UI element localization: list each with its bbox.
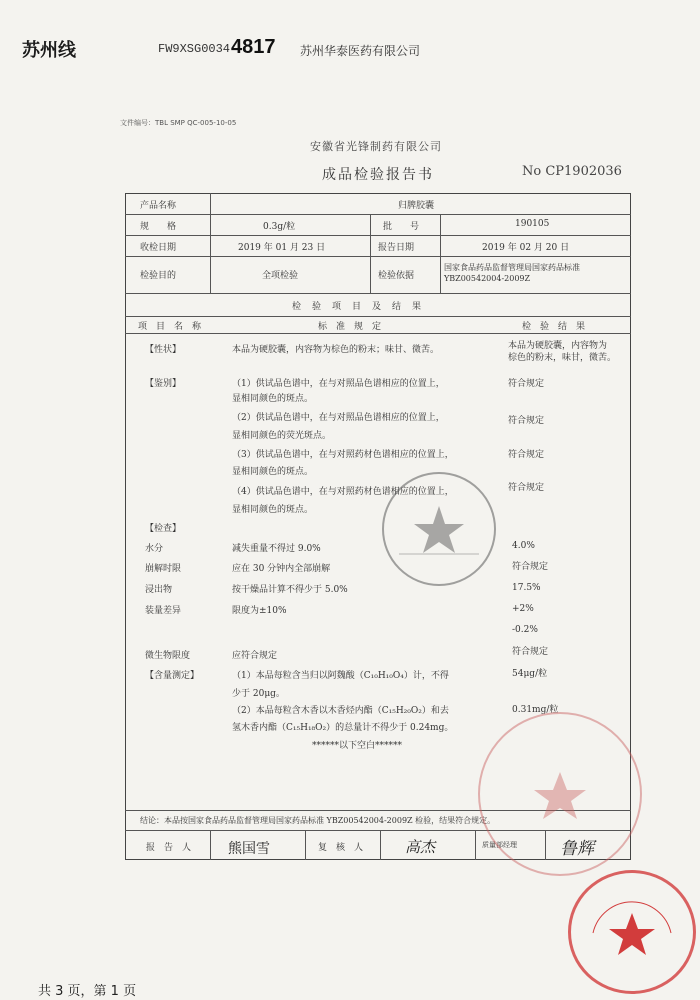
report-title: 成品检验报告书 <box>322 167 434 183</box>
stamp-star-icon <box>571 873 693 991</box>
purpose-label: 检验目的 <box>140 271 177 281</box>
header-line-name: 苏州线 <box>22 40 76 61</box>
page-header <box>0 0 700 80</box>
water-standard: 减失重量不得过 9.0% <box>232 544 321 554</box>
report-number: No CP1902036 <box>522 164 622 179</box>
assay-1: （1）本品每粒含当归以阿魏酸（C₁₀H₁₀O₄）计，不得 <box>232 671 449 681</box>
spec-label: 规 格 <box>140 222 177 232</box>
receive-date-label: 收检日期 <box>140 243 177 253</box>
assay-2-result: 0.31mg/粒 <box>512 705 559 715</box>
branch-stamp <box>478 712 642 876</box>
product-label: 产品名称 <box>140 201 177 211</box>
column-item: 项 目 名 称 <box>138 322 202 332</box>
assay-label: 【含量测定】 <box>145 671 200 681</box>
table-divider <box>305 830 306 860</box>
assay-2: 氢木香内酯（C₁₅H₁₈O₂）的总量计不得少于 0.24mg。 <box>232 723 454 733</box>
ident-3: （3）供试品色谱中，在与对照药材色谱相应的位置上， <box>232 450 454 460</box>
column-result: 检 验 结 果 <box>522 322 586 332</box>
stamp-star-icon <box>480 714 640 874</box>
ident-label: 【鉴别】 <box>145 379 182 389</box>
basis-label: 检验依据 <box>378 271 415 281</box>
gray-quality-stamp <box>382 472 496 586</box>
table-rule <box>125 235 631 236</box>
extract-standard: 按干燥品计算不得少于 5.0% <box>232 585 348 595</box>
purpose-value: 全项检验 <box>262 271 299 281</box>
header-company: 苏州华泰医药有限公司 <box>300 44 421 58</box>
table-rule <box>125 293 631 294</box>
red-company-stamp <box>568 870 696 994</box>
weight-standard: 限度为±10% <box>232 606 287 616</box>
check-label: 【检查】 <box>145 524 182 534</box>
batch-label: 批 号 <box>383 222 420 232</box>
receive-date-value: 2019 年 01 月 23 日 <box>238 243 326 253</box>
traits-label: 【性状】 <box>145 345 182 355</box>
table-rule <box>125 316 631 317</box>
ident-1-result: 符合规定 <box>508 379 545 389</box>
ident-2: 显相同颜色的荧光斑点。 <box>232 431 332 441</box>
traits-result: 本品为硬胶囊，内容物为 <box>508 341 608 351</box>
weight-result: -0.2% <box>512 625 538 635</box>
reporter-signature: 熊国雪 <box>228 841 270 857</box>
table-divider <box>440 214 441 293</box>
table-divider <box>210 830 211 860</box>
ident-4-result: 符合规定 <box>508 483 545 493</box>
disint-result: 符合规定 <box>512 562 549 572</box>
manager-signature: 鲁辉 <box>560 839 594 859</box>
report-date-label: 报告日期 <box>378 243 415 253</box>
blank-marker: ******以下空白****** <box>312 741 403 751</box>
table-divider <box>475 830 476 860</box>
weight-result: +2% <box>512 604 534 614</box>
assay-1-result: 54μg/粒 <box>512 669 548 679</box>
conclusion: 结论：本品按国家食品药品监督管理局国家药品标准 YBZ00542004-2009Z 检验，结果符合规定。 <box>140 816 496 825</box>
issuer-name: 安徽省光锋制药有限公司 <box>310 140 442 153</box>
table-rule <box>125 256 631 257</box>
micro-standard: 应符合规定 <box>232 651 278 661</box>
table-divider <box>210 193 211 293</box>
spec-value: 0.3g/粒 <box>263 222 296 232</box>
reporter-label: 报 告 人 <box>146 843 192 853</box>
water-label: 水分 <box>145 544 164 554</box>
assay-2: （2）本品每粒含木香以木香烃内酯（C₁₅H₂₀O₂）和去 <box>232 706 449 716</box>
product-value: 归脾胶囊 <box>398 201 435 211</box>
reviewer-signature: 高杰 <box>405 838 436 856</box>
header-code: FW9XSG0034 <box>158 42 231 56</box>
disint-label: 崩解时限 <box>145 564 182 574</box>
micro-label: 微生物限度 <box>145 651 191 661</box>
extract-label: 浸出物 <box>145 585 173 595</box>
table-divider <box>370 214 371 293</box>
water-result: 4.0% <box>512 541 535 551</box>
basis-value: 国家食品药品监督管理局国家药品标准 YBZ00542004-2009Z <box>444 263 580 283</box>
reviewer-label: 复 核 人 <box>318 843 364 853</box>
ident-1: （1）供试品色谱中，在与对照品色谱相应的位置上， <box>232 379 445 389</box>
ident-2: （2）供试品色谱中，在与对照品色谱相应的位置上， <box>232 413 445 423</box>
ident-4: 显相同颜色的斑点。 <box>232 505 314 515</box>
section-title: 检 验 项 目 及 结 果 <box>292 302 423 312</box>
assay-1: 少于 20μg。 <box>232 689 285 699</box>
table-rule <box>125 333 631 334</box>
table-divider <box>380 830 381 860</box>
disint-standard: 应在 30 分钟内全部崩解 <box>232 564 331 574</box>
page-counter: 共 3 页，第 1 页 <box>38 984 137 999</box>
micro-result: 符合规定 <box>512 647 549 657</box>
manager-label: 质量部经理 <box>482 841 517 849</box>
ident-2-result: 符合规定 <box>508 416 545 426</box>
extract-result: 17.5% <box>512 583 541 593</box>
file-number: 文件编号：TBL SMP QC-005-10-05 <box>120 119 237 127</box>
header-number: 4817 <box>231 36 276 58</box>
ident-4: （4）供试品色谱中，在与对照药材色谱相应的位置上， <box>232 487 454 497</box>
column-standard: 标 准 规 定 <box>318 322 382 332</box>
report-date-value: 2019 年 02 月 20 日 <box>482 243 570 253</box>
batch-value: 190105 <box>515 219 550 229</box>
stamp-star-icon <box>384 474 494 584</box>
table-rule <box>125 214 631 215</box>
traits-standard: 本品为硬胶囊，内容物为棕色的粉末；味甘、微苦。 <box>232 345 440 355</box>
traits-result: 棕色的粉末，味甘，微苦。 <box>508 353 617 363</box>
weight-label: 装量差异 <box>145 606 182 616</box>
ident-1: 显相同颜色的斑点。 <box>232 394 314 404</box>
ident-3-result: 符合规定 <box>508 450 545 460</box>
ident-3: 显相同颜色的斑点。 <box>232 467 314 477</box>
